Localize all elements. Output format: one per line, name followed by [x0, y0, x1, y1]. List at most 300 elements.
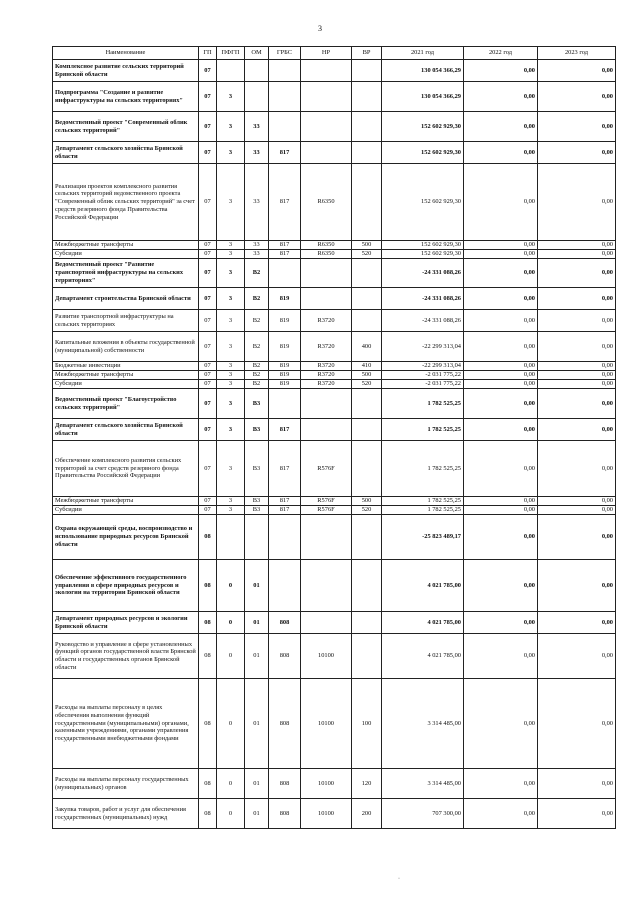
- row-pfgp: 3: [217, 82, 245, 112]
- table-row: [53, 560, 616, 612]
- row-name: Обеспечение эффективного государственного управления в сфере природных ресурсов и экологии на территории Брянской области: [53, 560, 199, 612]
- row-vr: 410: [352, 362, 382, 371]
- row-2022: 0,00: [464, 612, 538, 634]
- row-vr: 500: [352, 497, 382, 506]
- row-gp: 07: [199, 332, 217, 362]
- row-2022: 0,00: [464, 362, 538, 371]
- row-2021: -2 031 775,22: [382, 371, 464, 380]
- table-row: [53, 679, 616, 769]
- header-pfgp: ПФГП: [217, 47, 245, 60]
- row-grbs: 817: [269, 142, 301, 164]
- row-gp: 08: [199, 612, 217, 634]
- row-grbs: [269, 259, 301, 288]
- row-2022: 0,00: [464, 250, 538, 259]
- row-name: Подпрограмма "Создание и развитие инфраструктуры на сельских территориях": [53, 82, 199, 112]
- row-gp: 07: [199, 82, 217, 112]
- row-pfgp: 3: [217, 332, 245, 362]
- row-vr: [352, 560, 382, 612]
- table-row: [53, 441, 616, 497]
- header-om: ОМ: [245, 47, 269, 60]
- row-pfgp: 3: [217, 497, 245, 506]
- row-nr: [301, 515, 352, 560]
- row-nr: R3720: [301, 371, 352, 380]
- row-nr: R576F: [301, 441, 352, 497]
- row-2021: -24 331 088,26: [382, 310, 464, 332]
- row-om: В2: [245, 259, 269, 288]
- table-row: [53, 112, 616, 142]
- row-gp: 07: [199, 362, 217, 371]
- row-om: 33: [245, 112, 269, 142]
- row-pfgp: 0: [217, 634, 245, 679]
- row-nr: R6350: [301, 241, 352, 250]
- row-grbs: [269, 82, 301, 112]
- row-vr: [352, 82, 382, 112]
- row-grbs: 808: [269, 799, 301, 829]
- row-2022: 0,00: [464, 441, 538, 497]
- row-grbs: [269, 389, 301, 419]
- row-pfgp: 3: [217, 362, 245, 371]
- row-name: Межбюджетные трансферты: [53, 371, 199, 380]
- row-name: Субсидии: [53, 506, 199, 515]
- row-grbs: 817: [269, 241, 301, 250]
- row-grbs: 817: [269, 497, 301, 506]
- row-name: Развитие транспортной инфраструктуры на сельских территориях: [53, 310, 199, 332]
- row-vr: 520: [352, 250, 382, 259]
- table-row: [53, 506, 616, 515]
- row-2022: 0,00: [464, 679, 538, 769]
- row-vr: 200: [352, 799, 382, 829]
- table-row: [53, 362, 616, 371]
- row-2023: 0,00: [538, 164, 616, 241]
- row-om: 01: [245, 799, 269, 829]
- row-om: В3: [245, 441, 269, 497]
- row-2023: 0,00: [538, 362, 616, 371]
- row-grbs: 817: [269, 506, 301, 515]
- row-2021: 152 602 929,30: [382, 241, 464, 250]
- row-om: [245, 60, 269, 82]
- row-grbs: 817: [269, 164, 301, 241]
- row-2021: 1 782 525,25: [382, 441, 464, 497]
- row-2023: 0,00: [538, 60, 616, 82]
- header-2023: 2023 год: [538, 47, 616, 60]
- row-vr: 120: [352, 769, 382, 799]
- row-om: В2: [245, 380, 269, 389]
- row-2022: 0,00: [464, 515, 538, 560]
- table-row: [53, 612, 616, 634]
- row-gp: 07: [199, 506, 217, 515]
- row-2021: 3 314 485,00: [382, 769, 464, 799]
- table-row: [53, 419, 616, 441]
- row-vr: [352, 310, 382, 332]
- row-om: В2: [245, 362, 269, 371]
- row-2023: 0,00: [538, 288, 616, 310]
- row-om: В2: [245, 332, 269, 362]
- row-gp: 07: [199, 142, 217, 164]
- row-pfgp: 3: [217, 142, 245, 164]
- row-pfgp: 3: [217, 288, 245, 310]
- row-name: Департамент природных ресурсов и экологии Брянской области: [53, 612, 199, 634]
- row-nr: [301, 389, 352, 419]
- table-row: [53, 241, 616, 250]
- row-name: Расходы на выплаты персоналу государственных (муниципальных) органов: [53, 769, 199, 799]
- row-2022: 0,00: [464, 371, 538, 380]
- table-row: [53, 82, 616, 112]
- row-pfgp: 3: [217, 112, 245, 142]
- row-2022: 0,00: [464, 634, 538, 679]
- row-gp: 07: [199, 389, 217, 419]
- row-gp: 08: [199, 515, 217, 560]
- row-2022: 0,00: [464, 259, 538, 288]
- row-2021: 4 021 785,00: [382, 560, 464, 612]
- row-om: 33: [245, 241, 269, 250]
- row-2023: 0,00: [538, 769, 616, 799]
- row-grbs: 819: [269, 332, 301, 362]
- row-2023: 0,00: [538, 612, 616, 634]
- row-nr: [301, 142, 352, 164]
- header-2022: 2022 год: [464, 47, 538, 60]
- row-2023: 0,00: [538, 441, 616, 497]
- row-name: Ведомственный проект "Современный облик сельских территорий": [53, 112, 199, 142]
- row-nr: R3720: [301, 332, 352, 362]
- table-row: [53, 371, 616, 380]
- row-pfgp: 3: [217, 259, 245, 288]
- row-gp: 08: [199, 560, 217, 612]
- row-vr: [352, 259, 382, 288]
- row-nr: R3720: [301, 310, 352, 332]
- row-om: В2: [245, 310, 269, 332]
- row-nr: 10100: [301, 799, 352, 829]
- row-om: В3: [245, 419, 269, 441]
- row-2021: 4 021 785,00: [382, 634, 464, 679]
- row-grbs: 817: [269, 441, 301, 497]
- row-2021: -2 031 775,22: [382, 380, 464, 389]
- row-grbs: 819: [269, 310, 301, 332]
- row-2021: 152 602 929,30: [382, 112, 464, 142]
- row-nr: [301, 112, 352, 142]
- table-row: [53, 389, 616, 419]
- row-name: Субсидии: [53, 250, 199, 259]
- row-2022: 0,00: [464, 288, 538, 310]
- row-name: Закупка товаров, работ и услуг для обеспечения государственных (муниципальных) нужд: [53, 799, 199, 829]
- header-nr: НР: [301, 47, 352, 60]
- row-2023: 0,00: [538, 560, 616, 612]
- row-grbs: 817: [269, 250, 301, 259]
- row-nr: 10100: [301, 634, 352, 679]
- scan-mark: ·: [398, 876, 400, 882]
- table-row: [53, 164, 616, 241]
- row-pfgp: 0: [217, 560, 245, 612]
- row-2021: 1 782 525,25: [382, 506, 464, 515]
- row-gp: 07: [199, 419, 217, 441]
- row-gp: 07: [199, 380, 217, 389]
- row-2023: 0,00: [538, 259, 616, 288]
- row-vr: [352, 389, 382, 419]
- row-2021: 1 782 525,25: [382, 497, 464, 506]
- row-2023: 0,00: [538, 142, 616, 164]
- row-2021: 130 054 366,29: [382, 60, 464, 82]
- header-vr: ВР: [352, 47, 382, 60]
- row-vr: [352, 112, 382, 142]
- row-name: Межбюджетные трансферты: [53, 497, 199, 506]
- row-name: Бюджетные инвестиции: [53, 362, 199, 371]
- row-gp: 07: [199, 112, 217, 142]
- row-2023: 0,00: [538, 82, 616, 112]
- row-pfgp: 0: [217, 612, 245, 634]
- header-gp: ГП: [199, 47, 217, 60]
- budget-table: [52, 46, 616, 829]
- row-om: 01: [245, 769, 269, 799]
- row-om: 33: [245, 250, 269, 259]
- row-2021: 3 314 485,00: [382, 679, 464, 769]
- row-2023: 0,00: [538, 634, 616, 679]
- row-nr: R576F: [301, 506, 352, 515]
- row-om: 33: [245, 164, 269, 241]
- table-row: [53, 769, 616, 799]
- row-grbs: [269, 560, 301, 612]
- row-2023: 0,00: [538, 112, 616, 142]
- row-vr: 100: [352, 679, 382, 769]
- row-om: [245, 82, 269, 112]
- row-2023: 0,00: [538, 332, 616, 362]
- row-pfgp: 3: [217, 506, 245, 515]
- row-2022: 0,00: [464, 506, 538, 515]
- row-grbs: 819: [269, 288, 301, 310]
- row-vr: [352, 60, 382, 82]
- row-gp: 08: [199, 769, 217, 799]
- row-nr: [301, 82, 352, 112]
- table-row: [53, 380, 616, 389]
- row-nr: R6350: [301, 164, 352, 241]
- table-row: [53, 142, 616, 164]
- row-gp: 07: [199, 371, 217, 380]
- row-2023: 0,00: [538, 799, 616, 829]
- table-row: [53, 288, 616, 310]
- row-vr: 520: [352, 506, 382, 515]
- row-grbs: 808: [269, 612, 301, 634]
- row-2023: 0,00: [538, 380, 616, 389]
- row-nr: 10100: [301, 679, 352, 769]
- row-pfgp: 3: [217, 310, 245, 332]
- row-pfgp: [217, 60, 245, 82]
- row-om: 01: [245, 634, 269, 679]
- row-vr: 520: [352, 380, 382, 389]
- row-vr: [352, 142, 382, 164]
- row-om: В2: [245, 288, 269, 310]
- row-om: 01: [245, 679, 269, 769]
- row-om: [245, 515, 269, 560]
- row-gp: 07: [199, 441, 217, 497]
- row-name: Реализация проектов комплексного развития сельских территорий ведомственного проекта "Современный облик сельских территорий" за счет средств резервного фонда Правительства Российской Федерации: [53, 164, 199, 241]
- row-2023: 0,00: [538, 679, 616, 769]
- row-2023: 0,00: [538, 497, 616, 506]
- row-pfgp: 3: [217, 371, 245, 380]
- row-2023: 0,00: [538, 250, 616, 259]
- row-nr: [301, 419, 352, 441]
- row-nr: [301, 612, 352, 634]
- row-2021: -24 331 088,26: [382, 288, 464, 310]
- row-grbs: 819: [269, 380, 301, 389]
- row-grbs: 819: [269, 371, 301, 380]
- row-2021: 152 602 929,30: [382, 250, 464, 259]
- row-name: Комплексное развитие сельских территорий Брянской области: [53, 60, 199, 82]
- row-name: Ведомственный проект "Благоустройство сельских территорий": [53, 389, 199, 419]
- row-2022: 0,00: [464, 142, 538, 164]
- row-name: Ведомственный проект "Развитие транспортной инфраструктуры на сельских территориях": [53, 259, 199, 288]
- row-gp: 07: [199, 259, 217, 288]
- header-name: Наименование: [53, 47, 199, 60]
- row-pfgp: 3: [217, 389, 245, 419]
- row-gp: 07: [199, 250, 217, 259]
- row-2022: 0,00: [464, 497, 538, 506]
- row-2022: 0,00: [464, 82, 538, 112]
- row-nr: [301, 60, 352, 82]
- row-om: В3: [245, 389, 269, 419]
- table-row: [53, 310, 616, 332]
- row-grbs: 819: [269, 362, 301, 371]
- row-nr: R6350: [301, 250, 352, 259]
- row-nr: [301, 560, 352, 612]
- row-2022: 0,00: [464, 560, 538, 612]
- row-pfgp: 3: [217, 380, 245, 389]
- row-2023: 0,00: [538, 310, 616, 332]
- row-name: Департамент сельского хозяйства Брянской области: [53, 419, 199, 441]
- row-grbs: [269, 60, 301, 82]
- row-nr: [301, 288, 352, 310]
- row-pfgp: 0: [217, 799, 245, 829]
- row-nr: 10100: [301, 769, 352, 799]
- row-name: Субсидии: [53, 380, 199, 389]
- row-2022: 0,00: [464, 332, 538, 362]
- row-vr: [352, 288, 382, 310]
- row-2022: 0,00: [464, 769, 538, 799]
- row-vr: 400: [352, 332, 382, 362]
- row-name: Расходы на выплаты персоналу в целях обеспечения выполнения функций государственными (муниципальными) органами, казенными учреждениями, органами управления государственными внебюджетными фондами: [53, 679, 199, 769]
- table-row: [53, 799, 616, 829]
- row-pfgp: 0: [217, 679, 245, 769]
- row-2023: 0,00: [538, 506, 616, 515]
- row-gp: 07: [199, 288, 217, 310]
- row-gp: 07: [199, 497, 217, 506]
- row-2022: 0,00: [464, 241, 538, 250]
- row-gp: 08: [199, 634, 217, 679]
- table-row: [53, 250, 616, 259]
- row-pfgp: 3: [217, 250, 245, 259]
- row-vr: [352, 441, 382, 497]
- row-pfgp: 3: [217, 441, 245, 497]
- row-name: Капитальные вложения в объекты государственной (муниципальной) собственности: [53, 332, 199, 362]
- row-2021: 130 054 366,29: [382, 82, 464, 112]
- row-2021: 1 782 525,25: [382, 389, 464, 419]
- row-2022: 0,00: [464, 799, 538, 829]
- row-pfgp: 3: [217, 241, 245, 250]
- row-2021: 152 602 929,30: [382, 164, 464, 241]
- table-row: [53, 515, 616, 560]
- row-name: Охрана окружающей среды, воспроизводство и использование природных ресурсов Брянской области: [53, 515, 199, 560]
- row-2023: 0,00: [538, 241, 616, 250]
- header-2021: 2021 год: [382, 47, 464, 60]
- page-number: 3: [318, 24, 322, 33]
- row-nr: R576F: [301, 497, 352, 506]
- header-grbs: ГРБС: [269, 47, 301, 60]
- row-grbs: [269, 515, 301, 560]
- row-2022: 0,00: [464, 419, 538, 441]
- row-2023: 0,00: [538, 389, 616, 419]
- row-gp: 07: [199, 164, 217, 241]
- row-om: 01: [245, 612, 269, 634]
- row-nr: R3720: [301, 362, 352, 371]
- row-gp: 08: [199, 799, 217, 829]
- row-om: В3: [245, 506, 269, 515]
- row-nr: [301, 259, 352, 288]
- row-vr: [352, 515, 382, 560]
- row-2022: 0,00: [464, 380, 538, 389]
- row-2021: 152 602 929,30: [382, 142, 464, 164]
- row-gp: 08: [199, 679, 217, 769]
- row-2022: 0,00: [464, 112, 538, 142]
- row-grbs: 808: [269, 679, 301, 769]
- row-pfgp: 0: [217, 769, 245, 799]
- row-vr: 500: [352, 371, 382, 380]
- row-2021: 1 782 525,25: [382, 419, 464, 441]
- row-vr: [352, 612, 382, 634]
- row-2021: -24 331 088,26: [382, 259, 464, 288]
- row-name: Обеспечение комплексного развития сельских территорий за счет средств резервного фонда Правительства Российской Федерации: [53, 441, 199, 497]
- row-vr: 500: [352, 241, 382, 250]
- row-om: В3: [245, 497, 269, 506]
- row-2023: 0,00: [538, 419, 616, 441]
- row-grbs: 817: [269, 419, 301, 441]
- row-2021: 707 300,00: [382, 799, 464, 829]
- table-row: [53, 497, 616, 506]
- row-vr: [352, 634, 382, 679]
- row-gp: 07: [199, 241, 217, 250]
- row-name: Департамент строительства Брянской области: [53, 288, 199, 310]
- row-2023: 0,00: [538, 515, 616, 560]
- table-row: [53, 259, 616, 288]
- row-pfgp: [217, 515, 245, 560]
- row-2022: 0,00: [464, 164, 538, 241]
- row-2022: 0,00: [464, 310, 538, 332]
- table-row: [53, 634, 616, 679]
- row-2021: -22 299 313,04: [382, 362, 464, 371]
- row-name: Департамент сельского хозяйства Брянской области: [53, 142, 199, 164]
- row-om: 01: [245, 560, 269, 612]
- row-2023: 0,00: [538, 371, 616, 380]
- row-2021: -22 299 313,04: [382, 332, 464, 362]
- row-grbs: 808: [269, 634, 301, 679]
- row-grbs: [269, 112, 301, 142]
- row-vr: [352, 419, 382, 441]
- row-2022: 0,00: [464, 60, 538, 82]
- table-row: [53, 60, 616, 82]
- row-vr: [352, 164, 382, 241]
- row-name: Руководство и управление в сфере установленных функций органов государственной власти Брянской области и государственных органов Брянской области: [53, 634, 199, 679]
- row-gp: 07: [199, 60, 217, 82]
- table-row: [53, 332, 616, 362]
- row-grbs: 808: [269, 769, 301, 799]
- row-pfgp: 3: [217, 419, 245, 441]
- row-om: 33: [245, 142, 269, 164]
- row-pfgp: 3: [217, 164, 245, 241]
- table-header-row: [53, 47, 616, 60]
- row-2022: 0,00: [464, 389, 538, 419]
- row-name: Межбюджетные трансферты: [53, 241, 199, 250]
- row-om: В2: [245, 371, 269, 380]
- row-nr: R3720: [301, 380, 352, 389]
- row-2021: -25 823 489,17: [382, 515, 464, 560]
- row-2021: 4 021 785,00: [382, 612, 464, 634]
- row-gp: 07: [199, 310, 217, 332]
